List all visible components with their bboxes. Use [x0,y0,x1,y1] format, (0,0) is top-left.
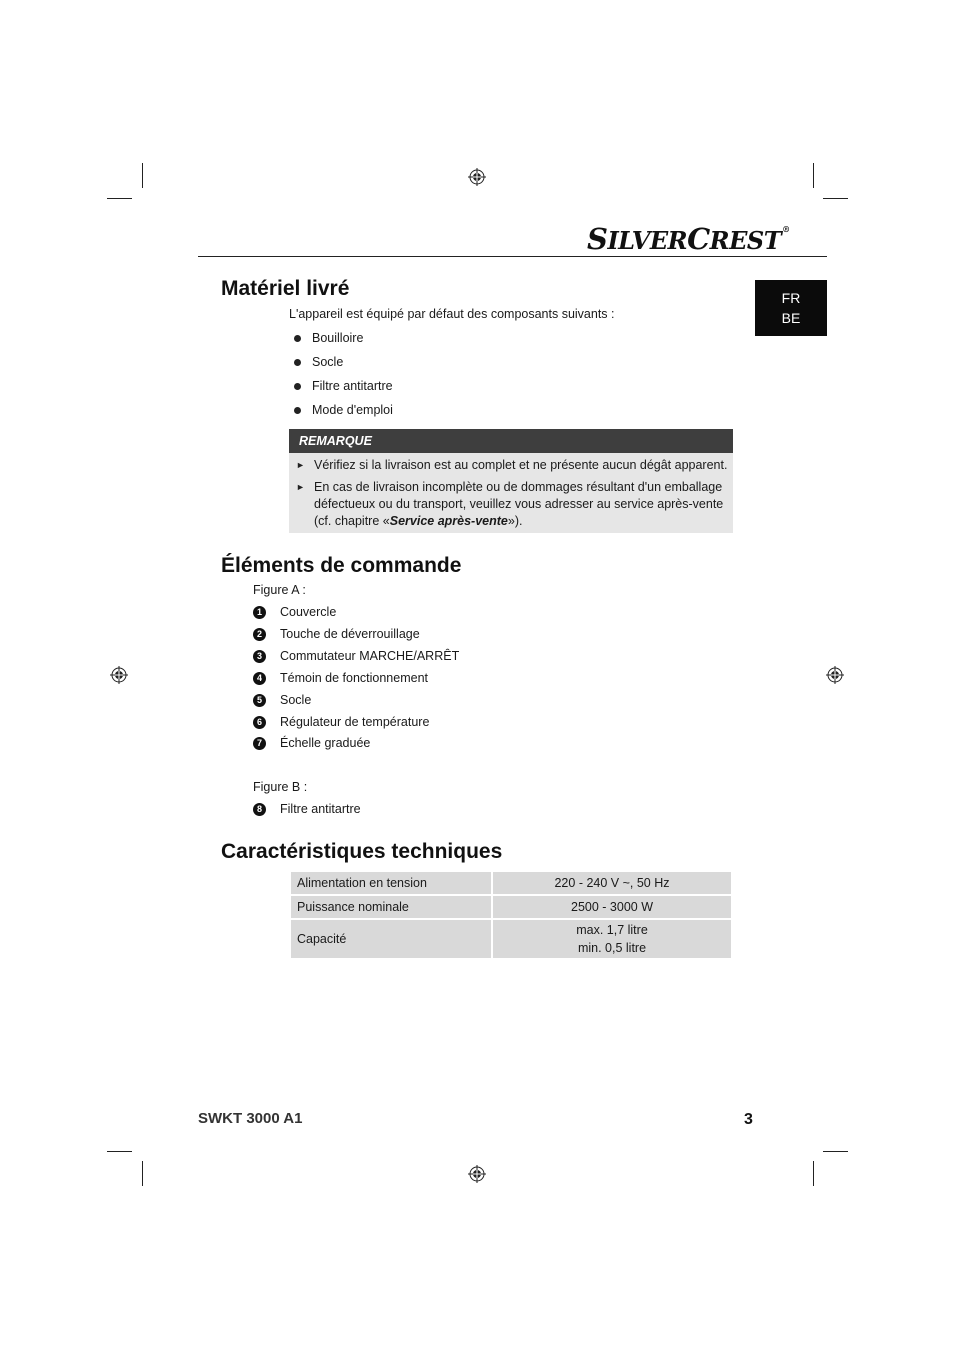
intro-text: L'appareil est équipé par défaut des composants suivants : [289,307,615,321]
list-item: Filtre antitartre [280,802,361,816]
crop-mark [823,1151,848,1152]
crop-mark [107,198,132,199]
number-badge: 2 [253,628,266,641]
number-badge: 6 [253,716,266,729]
table-row [291,920,731,958]
bullet-icon [294,359,301,366]
bullet-icon [294,383,301,390]
bullet-icon [294,335,301,342]
language-code: BE [781,310,801,326]
cross-reference: Service après-vente [389,514,508,528]
registration-mark-icon [468,168,486,186]
figure-label: Figure B : [253,780,308,794]
number-badge: 3 [253,650,266,663]
list-item: Socle [312,355,344,369]
number-badge: 7 [253,737,266,750]
spec-value: 2500 - 3000 W [493,896,731,918]
crop-mark [813,163,814,188]
spec-label: Alimentation en tension [291,872,491,894]
note-text: En cas de livraison incomplète ou de dommages résultant d'un emballage [314,480,723,494]
list-item: Filtre antitartre [312,379,393,393]
crop-mark [107,1151,132,1152]
language-tab [755,280,827,336]
list-item: Touche de déverrouillage [280,627,420,641]
list-item: Bouilloire [312,331,364,345]
section-title: Éléments de commande [221,554,462,577]
crop-mark [813,1161,814,1186]
list-item: Mode d'emploi [312,403,393,417]
number-badge: 8 [253,803,266,816]
list-item: Socle [280,693,312,707]
number-badge: 1 [253,606,266,619]
crop-mark [142,1161,143,1186]
list-item: Régulateur de température [280,715,430,729]
spec-value: 220 - 240 V ~, 50 Hz [493,872,731,894]
brand-logo: SILVERCREST® [587,222,790,256]
note-header: REMARQUE [289,429,733,453]
list-item: Échelle graduée [280,736,371,750]
spec-label: Capacité [291,920,491,958]
spec-table [289,870,733,960]
crop-mark [142,163,143,188]
model-number: SWKT 3000 A1 [198,1110,303,1127]
figure-label: Figure A : [253,583,306,597]
registration-mark-icon [468,1165,486,1183]
note-text: (cf. chapitre «Service après-vente»). [314,514,523,528]
spec-label: Puissance nominale [291,896,491,918]
arrow-right-icon: ► [296,460,305,470]
header-rule [198,256,827,257]
list-item: Témoin de fonctionnement [280,671,429,685]
registration-mark-icon [826,666,844,684]
spec-value [493,920,731,958]
section-title: Matériel livré [221,277,350,300]
list-item: Commutateur MARCHE/ARRÊT [280,649,460,663]
table-row [291,896,731,918]
registration-mark-icon [110,666,128,684]
language-code: FR [781,290,801,306]
spec-value-line: max. 1,7 litre [576,923,648,937]
arrow-right-icon: ► [296,482,305,492]
note-text: défectueux ou du transport, veuillez vous adresser au service après-vente [314,497,724,511]
list-item: Couvercle [280,605,337,619]
section-title: Caractéristiques techniques [221,840,503,863]
number-badge: 4 [253,672,266,685]
page-number: 3 [744,1111,753,1128]
bullet-icon [294,407,301,414]
note-text: Vérifiez si la livraison est au complet et ne présente aucun dégât apparent. [314,458,728,472]
table-row [291,872,731,894]
crop-mark [823,198,848,199]
number-badge: 5 [253,694,266,707]
spec-value-line: min. 0,5 litre [577,941,647,955]
